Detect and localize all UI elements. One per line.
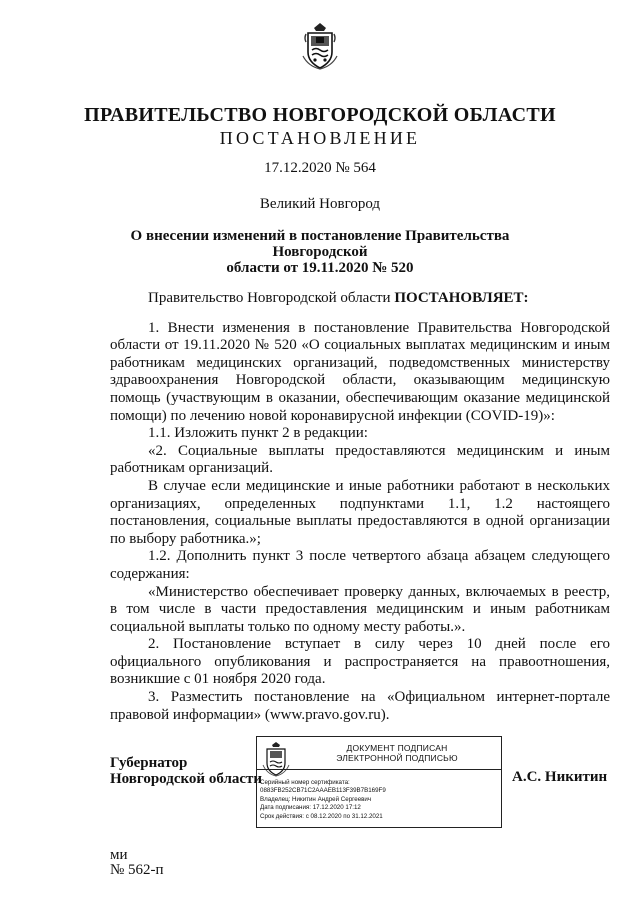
coat-of-arms-icon [300, 22, 340, 70]
footer-number: № 562-п [110, 862, 164, 878]
paragraph-quote-2-cont: В случае если медицинские и иные работники работают в нескольких организациях, определенных подпунктами 1.1, 1.2 настоящего постановления, социальные выплаты предоставляются в одной организации по выбору работника.»; [110, 477, 610, 547]
paragraph-quote-ministry: «Министерство обеспечивает проверку данных, включаемых в реестр, в том числе в части предоставления медицинским и иным работникам социальной выплаты только по одному месту работы.». [110, 583, 610, 635]
stamp-signed-date: Дата подписания: 17.12.2020 17:12 [260, 804, 361, 812]
document-heading [110, 228, 530, 276]
stamp-divider [257, 769, 501, 770]
signatory-position-line-2: Новгородской области [110, 771, 263, 787]
document-footer [110, 848, 164, 878]
paragraph-1: 1. Внести изменения в постановление Правительства Новгородской области от 19.11.2020 № 520 «О социальных выплатах медицинским и иным работникам медицинских организаций, подведомственных министерству здравоохранения Новгородской области, оказывающим медицинскую помощь (участвующим в оказании, обеспечивающим оказание медицинской помощи) по лечению новой коронавирусной инфекции (COVID-19)»: [110, 319, 610, 424]
document-body [110, 290, 610, 724]
stamp-heading-line-1: ДОКУМЕНТ ПОДПИСАН [346, 743, 448, 753]
document-type: ПОСТАНОВЛЕНИЕ [219, 128, 421, 148]
heading-line-2: области от 19.11.2020 № 520 [226, 260, 414, 276]
document-city: Великий Новгород [259, 196, 381, 212]
stamp-heading [297, 743, 497, 763]
stamp-details [260, 779, 386, 821]
footer-initials: ми [110, 847, 128, 863]
paragraph-1-2: 1.2. Дополнить пункт 3 после четвертого абзаца абзацем следующего содержания: [110, 548, 610, 582]
paragraph-1-1: 1.1. Изложить пункт 2 в редакции: [148, 425, 368, 442]
resolves-keyword: ПОСТАНОВЛЯЕТ: [394, 290, 529, 306]
stamp-heading-line-2: ЭЛЕКТРОННОЙ ПОДПИСЬЮ [336, 753, 458, 763]
heading-line-1: О внесении изменений в постановление Правительства Новгородской [130, 228, 510, 260]
signatory-name: А.С. Никитин [512, 769, 608, 785]
paragraph-2: 2. Постановление вступает в силу через 10 дней после его официального опубликования и распространяется на правоотношения, возникшие с 01 ноября 2020 года. [110, 636, 610, 688]
stamp-owner: Владелец: Никитин Андрей Сергеевич [260, 795, 372, 803]
paragraph-3: 3. Разместить постановление на «Официальном интернет-портале правовой информации» (www.pravo.gov.ru). [110, 689, 610, 723]
paragraph-quote-2: «2. Социальные выплаты предоставляются медицинским и иным работникам организаций. [110, 442, 610, 477]
signatory-position-line-1: Губернатор [110, 755, 188, 771]
resolves-line [110, 290, 610, 308]
stamp-validity: Срок действия: с 08.12.2020 по 31.12.2021 [260, 812, 383, 820]
stamp-cert-number: 0883FB252CB71C2AAAEB113F39B7B169F9 [260, 787, 386, 795]
government-title: ПРАВИТЕЛЬСТВО НОВГОРОДСКОЙ ОБЛАСТИ [84, 104, 556, 126]
signatory-position [110, 755, 262, 787]
electronic-signature-stamp [256, 736, 502, 828]
stamp-coat-of-arms-icon [261, 741, 291, 777]
stamp-cert-label: Серийный номер сертификата: [260, 779, 350, 786]
resolves-prefix: Правительство Новгородской области [148, 290, 395, 306]
document-date-number: 17.12.2020 № 564 [264, 160, 376, 176]
